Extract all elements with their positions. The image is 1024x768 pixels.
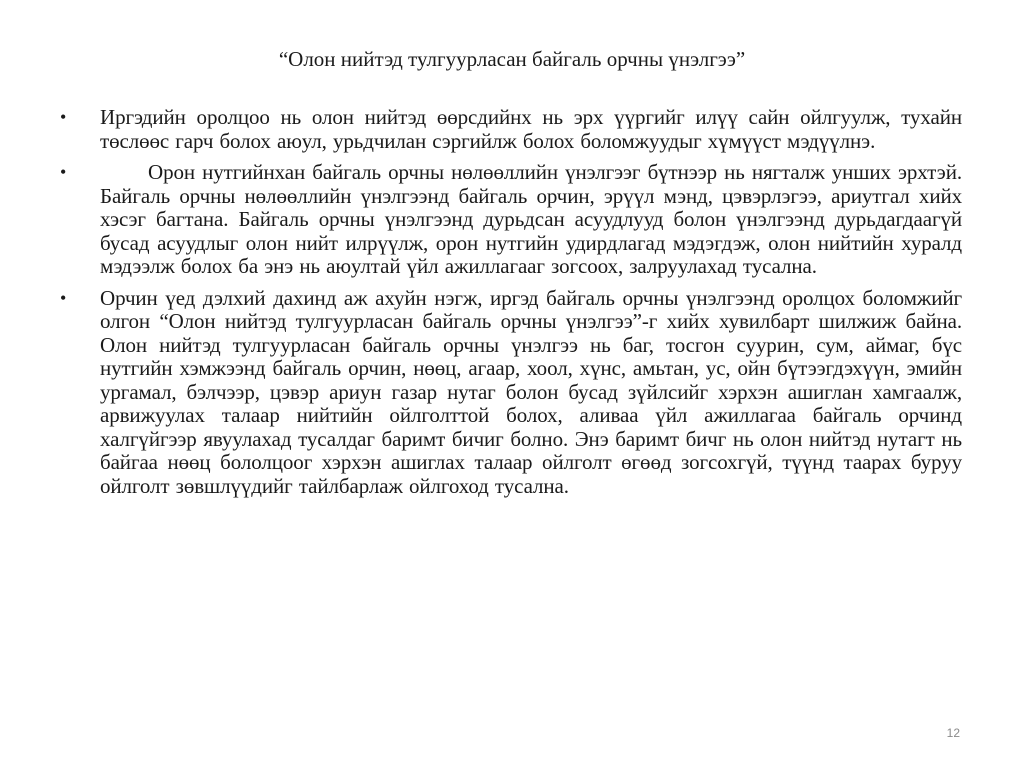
page-number: 12 xyxy=(946,726,960,740)
bullet-text-participation: Иргэдийн оролцоо нь олон нийтэд өөрсдийнх нь эрх үүргийг илүү сайн ойлгуулж, тухайн төслөөс гарч болох аюул, урьдчилан сэргийлж болох боломжуудыг хүмүүст мэдүүлнэ. xyxy=(100,105,962,153)
bullet-point-icon: • xyxy=(60,107,67,127)
bullet-text-local-residents: Орон нутгийнхан байгаль орчны нөлөөллийн үнэлгээг бүтнээр нь нягталж унших эрхтэй. Байгаль орчны нөлөөллийн үнэлгээнд байгаль орчин, эрүүл мэнд, цэвэрлэгээ, ариутгал хийх хэсэг багтана. Байгаль орчны үнэлгээнд дурьдсан асуудлууд болон үнэлгээнд дурьдагдаагүй бусад асуудлыг олон нийт илрүүлж, орон нутгийн удирдлагад мэдэгдэж, олон нийтийн хуралд мэдээлж болох ба энэ нь аюултай үйл ажиллагааг зогсоох, залруулахад тусална. xyxy=(100,160,962,278)
bullet-item xyxy=(60,160,962,279)
slide-title: “Олон нийтэд тулгуурласан байгаль орчны үнэлгээ” xyxy=(278,47,746,71)
bullet-item xyxy=(60,105,962,153)
bullet-item xyxy=(60,285,962,499)
bullet-point-icon: • xyxy=(60,287,67,308)
bullet-text-community-assessment: Орчин үед дэлхий дахинд аж ахуйн нэгж, иргэд байгаль орчны үнэлгээнд оролцох боломжийг олгон “Олон нийтэд тулгуурласан байгаль орчны үнэлгээ”-г хийх хувилбарт шилжиж байна. Олон нийтэд тулгуурласан байгаль орчны үнэлгээ нь баг, тосгон суурин, сум, аймаг, бүс нутгийн хэмжээнд байгаль орчин, нөөц, агаар, хоол, хүнс, амьтан, ус, ойн бүтээгдэхүүн, эмийн ургамал, бэлчээр, цэвэр ариун газар нутаг болон бусад зүйлсийг хэрхэн ашиглан хамгаалж, арвижуулах талаар нийтийн ойлголттой болох, аливаа үйл ажиллагаа байгаль орчинд халгүйгээр явуулахад тусалдаг баримт бичиг болно. Энэ баримт бичг нь олон нийтэд нутагт нь байгаа нөөц бололцоог хэрхэн ашиглах талаар ойлголт өгөөд зогсохгүй, түүнд таарах буруу ойлголт зөвшлүүдийг тайлбарлаж ойлгоход тусална. xyxy=(100,285,962,498)
bullet-list xyxy=(60,105,962,506)
bullet-point-icon: • xyxy=(60,162,67,182)
